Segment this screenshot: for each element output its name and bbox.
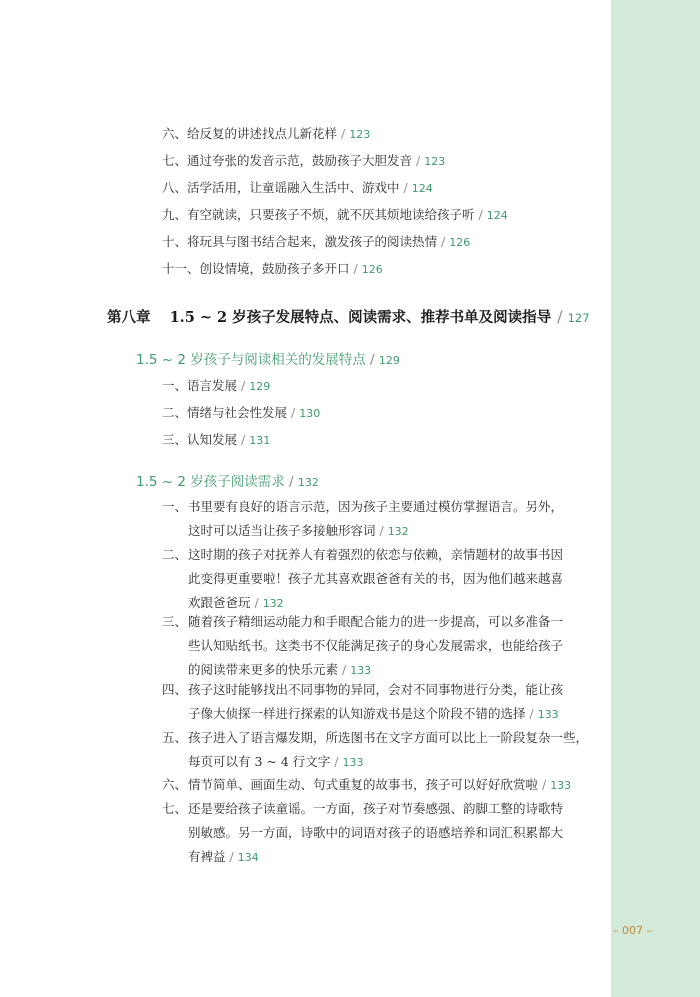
entry-text: 活学活用，让童谣融入生活中、游戏中	[187, 180, 400, 195]
entry-page: 130	[299, 407, 321, 420]
separator-slash: /	[474, 207, 487, 222]
entry-label: 十、	[162, 234, 188, 249]
entry-page: 124	[486, 209, 508, 222]
entry-text: 情绪与社会性发展	[187, 405, 288, 420]
entry-page: 133	[350, 664, 372, 677]
toc-entry[interactable]	[162, 610, 602, 683]
toc-entry[interactable]	[162, 678, 602, 727]
entry-page: 124	[411, 182, 433, 195]
entry-label: 六、	[162, 126, 188, 141]
entry-label: 一、	[162, 378, 188, 393]
entry-label: 四、	[162, 682, 188, 697]
section-heading[interactable]	[136, 348, 400, 368]
separator-slash: /	[284, 474, 298, 490]
toc-entry[interactable]	[162, 176, 433, 201]
section-title: 1.5 ~ 2 岁孩子与阅读相关的发展特点	[136, 352, 366, 368]
section-page: 129	[378, 354, 400, 367]
entry-page: 126	[449, 236, 471, 249]
entry-page: 132	[262, 597, 284, 610]
entry-label: 六、	[162, 777, 188, 792]
entry-text: 还是要给孩子读童谣。一方面，孩子对节奏感强、韵脚工整的诗歌特 别敏感。另一方面，诗歌中的词语对孩子的语感培养和词汇积累都大 有裨益 / 134	[188, 801, 564, 864]
toc-entry[interactable]	[162, 374, 270, 399]
entry-text: 孩子进入了语言爆发期，所选图书在文字方面可以比上一阶段复杂一些， 每页可以有 3 ~ 4 行文字 / 133	[188, 730, 589, 769]
toc-entry[interactable]	[162, 203, 508, 228]
separator-slash: /	[237, 378, 250, 393]
separator-slash: /	[287, 405, 300, 420]
entry-page: 129	[249, 380, 271, 393]
entry-text: 孩子这时能够找出不同事物的异同，会对不同事物进行分类，能让孩 子像大侦探一样进行探索的认知游戏书是这个阶段不错的选择 / 133	[188, 682, 564, 721]
entry-text: 书里要有良好的语言示范，因为孩子主要通过模仿掌握语言。另外， 这时可以适当让孩子多接触形容词 / 132	[188, 499, 564, 538]
section-heading[interactable]	[136, 470, 319, 490]
entry-page: 123	[424, 155, 446, 168]
separator-slash: /	[412, 153, 425, 168]
entry-label: 九、	[162, 207, 188, 222]
side-color-band	[611, 0, 700, 997]
entry-label: 三、	[162, 432, 188, 447]
entry-label: 二、	[162, 405, 188, 420]
chapter-label: 第八章	[107, 309, 151, 326]
section-title: 1.5 ~ 2 岁孩子阅读需求	[136, 474, 285, 490]
entry-label: 二、	[162, 547, 188, 562]
toc-entry[interactable]	[162, 495, 602, 544]
entry-label: 一、	[162, 499, 188, 514]
entry-page: 126	[361, 263, 383, 276]
toc-entry[interactable]	[162, 773, 602, 798]
entry-text: 随着孩子精细运动能力和手眼配合能力的进一步提高，可以多准备一 些认知贴纸书。这类书不仅能满足孩子的身心发展需求，也能给孩子 的阅读带来更多的快乐元素 / 133	[188, 614, 564, 677]
chapter-heading[interactable]	[107, 306, 590, 327]
entry-text: 情节简单、画面生动、句式重复的故事书，孩子可以好好欣赏啦 / 133	[188, 777, 572, 792]
toc-entry[interactable]	[162, 726, 602, 775]
entry-text: 认知发展	[187, 432, 238, 447]
entry-label: 七、	[162, 153, 188, 168]
entry-text: 将玩具与图书结合起来，激发孩子的阅读热情	[187, 234, 438, 249]
entry-page: 133	[550, 779, 572, 792]
toc-entry[interactable]	[162, 428, 270, 453]
entry-page: 123	[349, 128, 371, 141]
separator-slash: /	[365, 352, 379, 368]
entry-text: 给反复的讲述找点儿新花样	[187, 126, 338, 141]
entry-text: 创设情境，鼓励孩子多开口	[199, 261, 350, 276]
entry-text: 有空就读，只要孩子不烦，就不厌其烦地读给孩子听	[187, 207, 475, 222]
toc-entry[interactable]	[162, 122, 370, 147]
toc-entry[interactable]	[162, 257, 383, 282]
entry-page: 134	[237, 851, 259, 864]
entry-text: 通过夸张的发音示范，鼓励孩子大胆发音	[187, 153, 413, 168]
separator-slash: /	[557, 307, 563, 326]
entry-text: 这时期的孩子对抚养人有着强烈的依恋与依赖，亲情题材的故事书因 此变得更重要啦！孩子尤其喜欢跟爸爸有关的书，因为他们越来越喜 欢跟爸爸玩 / 132	[188, 547, 564, 610]
toc-entry[interactable]	[162, 543, 602, 616]
entry-page: 133	[537, 708, 559, 721]
section-page: 132	[297, 476, 319, 489]
toc-entry[interactable]	[162, 149, 445, 174]
chapter-title: 1.5 ~ 2 岁孩子发展特点、阅读需求、推荐书单及阅读指导	[169, 309, 552, 326]
entry-page: 131	[249, 434, 271, 447]
chapter-page: 127	[567, 311, 590, 325]
entry-page: 132	[387, 525, 409, 538]
toc-entry[interactable]	[162, 401, 320, 426]
entry-label: 七、	[162, 801, 188, 816]
entry-label: 三、	[162, 614, 188, 629]
entry-text: 语言发展	[187, 378, 238, 393]
separator-slash: /	[349, 261, 362, 276]
toc-entry[interactable]	[162, 797, 602, 870]
separator-slash: /	[437, 234, 450, 249]
entry-label: 十一、	[162, 261, 200, 276]
separator-slash: /	[399, 180, 412, 195]
page-number: – 007 –	[613, 924, 652, 937]
separator-slash: /	[337, 126, 350, 141]
separator-slash: /	[237, 432, 250, 447]
entry-label: 五、	[162, 730, 188, 745]
toc-entry[interactable]	[162, 230, 470, 255]
entry-page: 133	[342, 756, 364, 769]
entry-label: 八、	[162, 180, 188, 195]
